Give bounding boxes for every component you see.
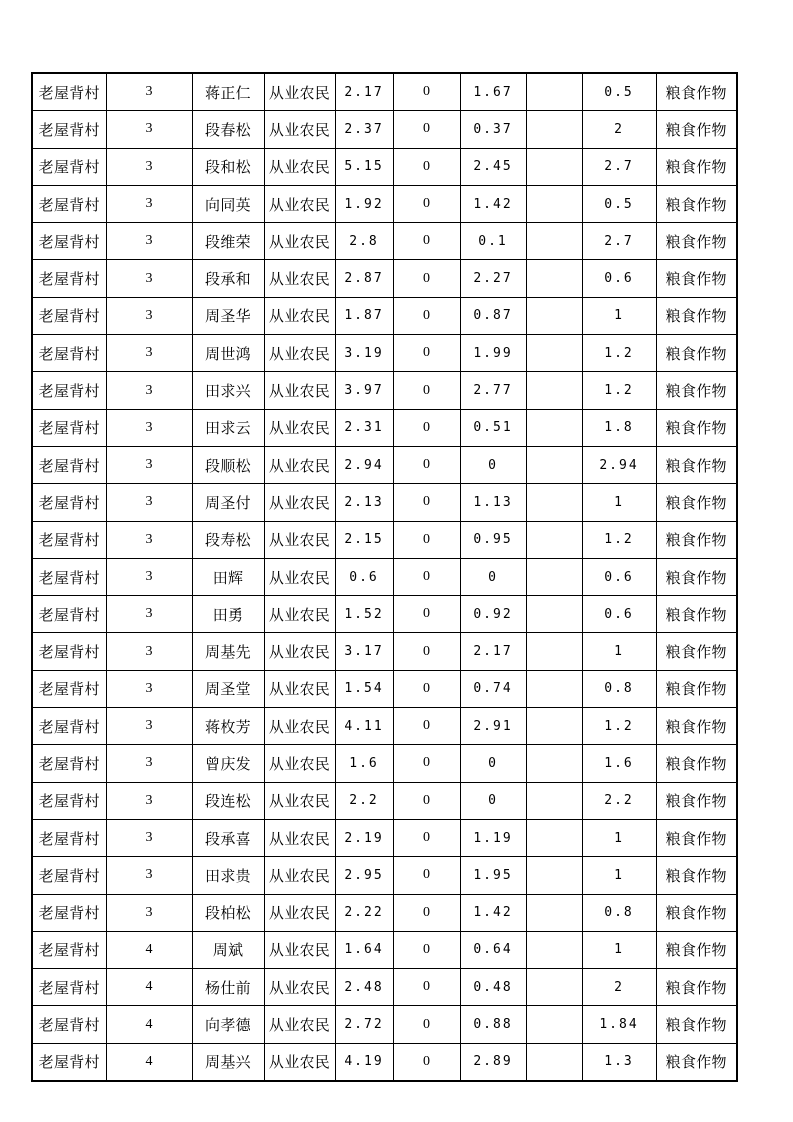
column-7-cell	[526, 484, 582, 521]
group-cell: 3	[106, 297, 192, 334]
table-row	[32, 969, 737, 1006]
farmer-type-cell: 从业农民	[264, 521, 335, 558]
crop-type-cell: 粮食作物	[656, 73, 737, 111]
column-5-cell: 0	[393, 148, 460, 185]
column-6-cell: 0	[460, 782, 526, 819]
column-7-cell	[526, 819, 582, 856]
group-cell: 4	[106, 931, 192, 968]
column-6-cell: 0.95	[460, 521, 526, 558]
column-5-cell: 0	[393, 111, 460, 148]
crop-type-cell: 粮食作物	[656, 1043, 737, 1081]
farmer-name-cell: 田勇	[192, 596, 264, 633]
column-8-cell: 1	[582, 484, 656, 521]
column-5-cell: 0	[393, 73, 460, 111]
column-5-cell: 0	[393, 596, 460, 633]
column-6-cell: 0	[460, 446, 526, 483]
group-cell: 3	[106, 558, 192, 595]
farmer-type-cell: 从业农民	[264, 335, 335, 372]
farmer-name-cell: 周基先	[192, 633, 264, 670]
village-cell: 老屋背村	[32, 260, 106, 297]
column-5-cell: 0	[393, 446, 460, 483]
total-area-cell: 0.6	[335, 558, 393, 595]
table-row	[32, 596, 737, 633]
group-cell: 3	[106, 185, 192, 222]
crop-type-cell: 粮食作物	[656, 745, 737, 782]
column-7-cell	[526, 782, 582, 819]
farmer-name-cell: 杨仕前	[192, 969, 264, 1006]
group-cell: 3	[106, 745, 192, 782]
column-6-cell: 2.91	[460, 708, 526, 745]
table-row	[32, 111, 737, 148]
farmer-name-cell: 段春松	[192, 111, 264, 148]
group-cell: 4	[106, 1043, 192, 1081]
farmer-type-cell: 从业农民	[264, 708, 335, 745]
farmer-type-cell: 从业农民	[264, 596, 335, 633]
crop-type-cell: 粮食作物	[656, 596, 737, 633]
column-8-cell: 2.7	[582, 223, 656, 260]
column-5-cell: 0	[393, 297, 460, 334]
farmer-name-cell: 周基兴	[192, 1043, 264, 1081]
total-area-cell: 4.11	[335, 708, 393, 745]
farmer-name-cell: 田求贵	[192, 857, 264, 894]
column-8-cell: 0.8	[582, 670, 656, 707]
total-area-cell: 1.6	[335, 745, 393, 782]
column-8-cell: 0.6	[582, 558, 656, 595]
total-area-cell: 2.95	[335, 857, 393, 894]
table-row	[32, 148, 737, 185]
column-7-cell	[526, 745, 582, 782]
group-cell: 3	[106, 335, 192, 372]
farmer-type-cell: 从业农民	[264, 745, 335, 782]
table-row	[32, 782, 737, 819]
column-8-cell: 2.94	[582, 446, 656, 483]
column-7-cell	[526, 670, 582, 707]
column-6-cell: 2.89	[460, 1043, 526, 1081]
table-row	[32, 1043, 737, 1081]
crop-type-cell: 粮食作物	[656, 633, 737, 670]
table-row	[32, 670, 737, 707]
column-7-cell	[526, 969, 582, 1006]
table-body	[32, 73, 737, 1081]
crop-type-cell: 粮食作物	[656, 782, 737, 819]
column-8-cell: 1.3	[582, 1043, 656, 1081]
group-cell: 3	[106, 223, 192, 260]
total-area-cell: 1.54	[335, 670, 393, 707]
column-7-cell	[526, 297, 582, 334]
column-8-cell: 1.2	[582, 708, 656, 745]
total-area-cell: 3.97	[335, 372, 393, 409]
column-6-cell: 0.37	[460, 111, 526, 148]
group-cell: 3	[106, 73, 192, 111]
column-8-cell: 0.6	[582, 596, 656, 633]
crop-type-cell: 粮食作物	[656, 148, 737, 185]
column-6-cell: 1.67	[460, 73, 526, 111]
group-cell: 3	[106, 521, 192, 558]
column-5-cell: 0	[393, 1006, 460, 1043]
column-5-cell: 0	[393, 969, 460, 1006]
farmer-name-cell: 周圣付	[192, 484, 264, 521]
group-cell: 3	[106, 708, 192, 745]
group-cell: 4	[106, 1006, 192, 1043]
village-cell: 老屋背村	[32, 596, 106, 633]
table-row	[32, 745, 737, 782]
total-area-cell: 2.37	[335, 111, 393, 148]
village-cell: 老屋背村	[32, 111, 106, 148]
table-row	[32, 1006, 737, 1043]
column-7-cell	[526, 148, 582, 185]
farmer-name-cell: 段连松	[192, 782, 264, 819]
farmer-type-cell: 从业农民	[264, 558, 335, 595]
table-row	[32, 708, 737, 745]
column-8-cell: 0.5	[582, 73, 656, 111]
group-cell: 3	[106, 819, 192, 856]
farmer-type-cell: 从业农民	[264, 260, 335, 297]
column-7-cell	[526, 857, 582, 894]
table-row	[32, 260, 737, 297]
column-7-cell	[526, 708, 582, 745]
column-6-cell: 1.95	[460, 857, 526, 894]
village-cell: 老屋背村	[32, 446, 106, 483]
crop-type-cell: 粮食作物	[656, 409, 737, 446]
crop-type-cell: 粮食作物	[656, 969, 737, 1006]
village-cell: 老屋背村	[32, 185, 106, 222]
column-5-cell: 0	[393, 185, 460, 222]
table-row	[32, 73, 737, 111]
column-6-cell: 1.42	[460, 894, 526, 931]
column-5-cell: 0	[393, 409, 460, 446]
group-cell: 3	[106, 857, 192, 894]
column-6-cell: 0.1	[460, 223, 526, 260]
column-5-cell: 0	[393, 819, 460, 856]
farmer-type-cell: 从业农民	[264, 185, 335, 222]
column-6-cell: 2.17	[460, 633, 526, 670]
column-6-cell: 0.64	[460, 931, 526, 968]
farmer-type-cell: 从业农民	[264, 969, 335, 1006]
village-cell: 老屋背村	[32, 931, 106, 968]
farmer-name-cell: 段承和	[192, 260, 264, 297]
total-area-cell: 2.8	[335, 223, 393, 260]
column-7-cell	[526, 633, 582, 670]
crop-type-cell: 粮食作物	[656, 558, 737, 595]
column-6-cell: 2.77	[460, 372, 526, 409]
table-row	[32, 372, 737, 409]
village-cell: 老屋背村	[32, 409, 106, 446]
group-cell: 3	[106, 260, 192, 297]
farmer-type-cell: 从业农民	[264, 111, 335, 148]
farmer-name-cell: 田求云	[192, 409, 264, 446]
column-5-cell: 0	[393, 558, 460, 595]
column-6-cell: 1.13	[460, 484, 526, 521]
total-area-cell: 4.19	[335, 1043, 393, 1081]
column-6-cell: 0.48	[460, 969, 526, 1006]
table-row	[32, 521, 737, 558]
total-area-cell: 3.17	[335, 633, 393, 670]
table-row	[32, 223, 737, 260]
group-cell: 4	[106, 969, 192, 1006]
group-cell: 3	[106, 670, 192, 707]
column-7-cell	[526, 521, 582, 558]
column-7-cell	[526, 223, 582, 260]
village-cell: 老屋背村	[32, 670, 106, 707]
table-row	[32, 446, 737, 483]
crop-type-cell: 粮食作物	[656, 931, 737, 968]
group-cell: 3	[106, 409, 192, 446]
village-cell: 老屋背村	[32, 297, 106, 334]
village-cell: 老屋背村	[32, 969, 106, 1006]
column-7-cell	[526, 558, 582, 595]
farmer-name-cell: 周圣华	[192, 297, 264, 334]
farmer-name-cell: 段柏松	[192, 894, 264, 931]
column-5-cell: 0	[393, 521, 460, 558]
farmer-name-cell: 蒋枚芳	[192, 708, 264, 745]
column-6-cell: 0.51	[460, 409, 526, 446]
column-8-cell: 1	[582, 931, 656, 968]
column-7-cell	[526, 1006, 582, 1043]
farmer-type-cell: 从业农民	[264, 782, 335, 819]
column-7-cell	[526, 446, 582, 483]
crop-type-cell: 粮食作物	[656, 484, 737, 521]
group-cell: 3	[106, 782, 192, 819]
column-7-cell	[526, 73, 582, 111]
village-cell: 老屋背村	[32, 1043, 106, 1081]
farmer-name-cell: 蒋正仁	[192, 73, 264, 111]
column-8-cell: 2.2	[582, 782, 656, 819]
village-cell: 老屋背村	[32, 782, 106, 819]
column-8-cell: 1	[582, 819, 656, 856]
farmer-name-cell: 周圣堂	[192, 670, 264, 707]
crop-type-cell: 粮食作物	[656, 1006, 737, 1043]
farmer-name-cell: 段和松	[192, 148, 264, 185]
farmer-type-cell: 从业农民	[264, 857, 335, 894]
group-cell: 3	[106, 446, 192, 483]
farmer-type-cell: 从业农民	[264, 1043, 335, 1081]
column-6-cell: 0.88	[460, 1006, 526, 1043]
farmer-name-cell: 向孝德	[192, 1006, 264, 1043]
column-6-cell: 1.19	[460, 819, 526, 856]
group-cell: 3	[106, 484, 192, 521]
farmer-type-cell: 从业农民	[264, 670, 335, 707]
village-cell: 老屋背村	[32, 558, 106, 595]
crop-type-cell: 粮食作物	[656, 185, 737, 222]
table-row	[32, 185, 737, 222]
crop-type-cell: 粮食作物	[656, 446, 737, 483]
table-row	[32, 297, 737, 334]
column-5-cell: 0	[393, 335, 460, 372]
crop-type-cell: 粮食作物	[656, 335, 737, 372]
farmer-name-cell: 田求兴	[192, 372, 264, 409]
farmer-name-cell: 段寿松	[192, 521, 264, 558]
column-7-cell	[526, 1043, 582, 1081]
column-6-cell: 1.42	[460, 185, 526, 222]
farmer-type-cell: 从业农民	[264, 446, 335, 483]
farmer-type-cell: 从业农民	[264, 931, 335, 968]
column-5-cell: 0	[393, 633, 460, 670]
village-cell: 老屋背村	[32, 484, 106, 521]
total-area-cell: 2.87	[335, 260, 393, 297]
farmer-name-cell: 段维荣	[192, 223, 264, 260]
column-8-cell: 1	[582, 633, 656, 670]
column-8-cell: 1.84	[582, 1006, 656, 1043]
column-5-cell: 0	[393, 260, 460, 297]
total-area-cell: 2.31	[335, 409, 393, 446]
column-6-cell: 2.45	[460, 148, 526, 185]
farmer-name-cell: 周世鸿	[192, 335, 264, 372]
column-5-cell: 0	[393, 670, 460, 707]
table-row	[32, 558, 737, 595]
column-5-cell: 0	[393, 857, 460, 894]
total-area-cell: 1.92	[335, 185, 393, 222]
group-cell: 3	[106, 372, 192, 409]
column-8-cell: 1	[582, 857, 656, 894]
column-8-cell: 1	[582, 297, 656, 334]
column-5-cell: 0	[393, 894, 460, 931]
total-area-cell: 2.22	[335, 894, 393, 931]
column-7-cell	[526, 185, 582, 222]
crop-type-cell: 粮食作物	[656, 894, 737, 931]
table-row	[32, 931, 737, 968]
total-area-cell: 2.48	[335, 969, 393, 1006]
crop-type-cell: 粮食作物	[656, 297, 737, 334]
crop-type-cell: 粮食作物	[656, 521, 737, 558]
crop-type-cell: 粮食作物	[656, 111, 737, 148]
village-cell: 老屋背村	[32, 745, 106, 782]
village-cell: 老屋背村	[32, 894, 106, 931]
total-area-cell: 2.2	[335, 782, 393, 819]
village-cell: 老屋背村	[32, 633, 106, 670]
column-8-cell: 2	[582, 969, 656, 1006]
total-area-cell: 1.87	[335, 297, 393, 334]
column-5-cell: 0	[393, 745, 460, 782]
total-area-cell: 3.19	[335, 335, 393, 372]
village-cell: 老屋背村	[32, 857, 106, 894]
table-row	[32, 335, 737, 372]
village-cell: 老屋背村	[32, 223, 106, 260]
farmer-type-cell: 从业农民	[264, 223, 335, 260]
total-area-cell: 2.13	[335, 484, 393, 521]
total-area-cell: 2.15	[335, 521, 393, 558]
column-6-cell: 2.27	[460, 260, 526, 297]
table-row	[32, 894, 737, 931]
column-7-cell	[526, 409, 582, 446]
total-area-cell: 5.15	[335, 148, 393, 185]
farmer-name-cell: 段承喜	[192, 819, 264, 856]
column-8-cell: 0.5	[582, 185, 656, 222]
crop-type-cell: 粮食作物	[656, 372, 737, 409]
village-cell: 老屋背村	[32, 708, 106, 745]
group-cell: 3	[106, 111, 192, 148]
farmer-type-cell: 从业农民	[264, 73, 335, 111]
group-cell: 3	[106, 148, 192, 185]
column-8-cell: 0.6	[582, 260, 656, 297]
column-7-cell	[526, 894, 582, 931]
group-cell: 3	[106, 633, 192, 670]
table-row	[32, 633, 737, 670]
village-cell: 老屋背村	[32, 1006, 106, 1043]
farmer-type-cell: 从业农民	[264, 894, 335, 931]
farmer-type-cell: 从业农民	[264, 409, 335, 446]
crop-type-cell: 粮食作物	[656, 223, 737, 260]
group-cell: 3	[106, 894, 192, 931]
group-cell: 3	[106, 596, 192, 633]
village-cell: 老屋背村	[32, 73, 106, 111]
column-6-cell: 0	[460, 558, 526, 595]
column-7-cell	[526, 260, 582, 297]
column-7-cell	[526, 931, 582, 968]
crop-type-cell: 粮食作物	[656, 857, 737, 894]
column-5-cell: 0	[393, 782, 460, 819]
farmer-name-cell: 周斌	[192, 931, 264, 968]
farmer-type-cell: 从业农民	[264, 1006, 335, 1043]
column-5-cell: 0	[393, 484, 460, 521]
farmer-type-cell: 从业农民	[264, 633, 335, 670]
column-5-cell: 0	[393, 931, 460, 968]
farmer-type-cell: 从业农民	[264, 819, 335, 856]
column-8-cell: 2	[582, 111, 656, 148]
farmer-type-cell: 从业农民	[264, 372, 335, 409]
crop-type-cell: 粮食作物	[656, 260, 737, 297]
total-area-cell: 1.52	[335, 596, 393, 633]
village-cell: 老屋背村	[32, 819, 106, 856]
column-6-cell: 1.99	[460, 335, 526, 372]
column-7-cell	[526, 596, 582, 633]
column-7-cell	[526, 372, 582, 409]
column-8-cell: 1.2	[582, 521, 656, 558]
crop-type-cell: 粮食作物	[656, 819, 737, 856]
column-8-cell: 2.7	[582, 148, 656, 185]
column-8-cell: 1.2	[582, 372, 656, 409]
farmer-type-cell: 从业农民	[264, 148, 335, 185]
total-area-cell: 2.72	[335, 1006, 393, 1043]
column-7-cell	[526, 335, 582, 372]
column-8-cell: 1.6	[582, 745, 656, 782]
column-5-cell: 0	[393, 223, 460, 260]
farmer-name-cell: 曾庆发	[192, 745, 264, 782]
farmer-land-table	[31, 72, 738, 1082]
total-area-cell: 2.94	[335, 446, 393, 483]
column-8-cell: 1.8	[582, 409, 656, 446]
column-6-cell: 0	[460, 745, 526, 782]
table-row	[32, 857, 737, 894]
farmer-name-cell: 田辉	[192, 558, 264, 595]
column-5-cell: 0	[393, 708, 460, 745]
village-cell: 老屋背村	[32, 372, 106, 409]
column-6-cell: 0.87	[460, 297, 526, 334]
table-row	[32, 819, 737, 856]
total-area-cell: 1.64	[335, 931, 393, 968]
crop-type-cell: 粮食作物	[656, 670, 737, 707]
total-area-cell: 2.19	[335, 819, 393, 856]
table-row	[32, 409, 737, 446]
village-cell: 老屋背村	[32, 335, 106, 372]
column-5-cell: 0	[393, 372, 460, 409]
total-area-cell: 2.17	[335, 73, 393, 111]
farmer-name-cell: 段顺松	[192, 446, 264, 483]
farmer-name-cell: 向同英	[192, 185, 264, 222]
crop-type-cell: 粮食作物	[656, 708, 737, 745]
column-6-cell: 0.74	[460, 670, 526, 707]
column-8-cell: 1.2	[582, 335, 656, 372]
farmer-type-cell: 从业农民	[264, 297, 335, 334]
village-cell: 老屋背村	[32, 148, 106, 185]
village-cell: 老屋背村	[32, 521, 106, 558]
column-8-cell: 0.8	[582, 894, 656, 931]
table-row	[32, 484, 737, 521]
column-7-cell	[526, 111, 582, 148]
column-6-cell: 0.92	[460, 596, 526, 633]
column-5-cell: 0	[393, 1043, 460, 1081]
farmer-type-cell: 从业农民	[264, 484, 335, 521]
